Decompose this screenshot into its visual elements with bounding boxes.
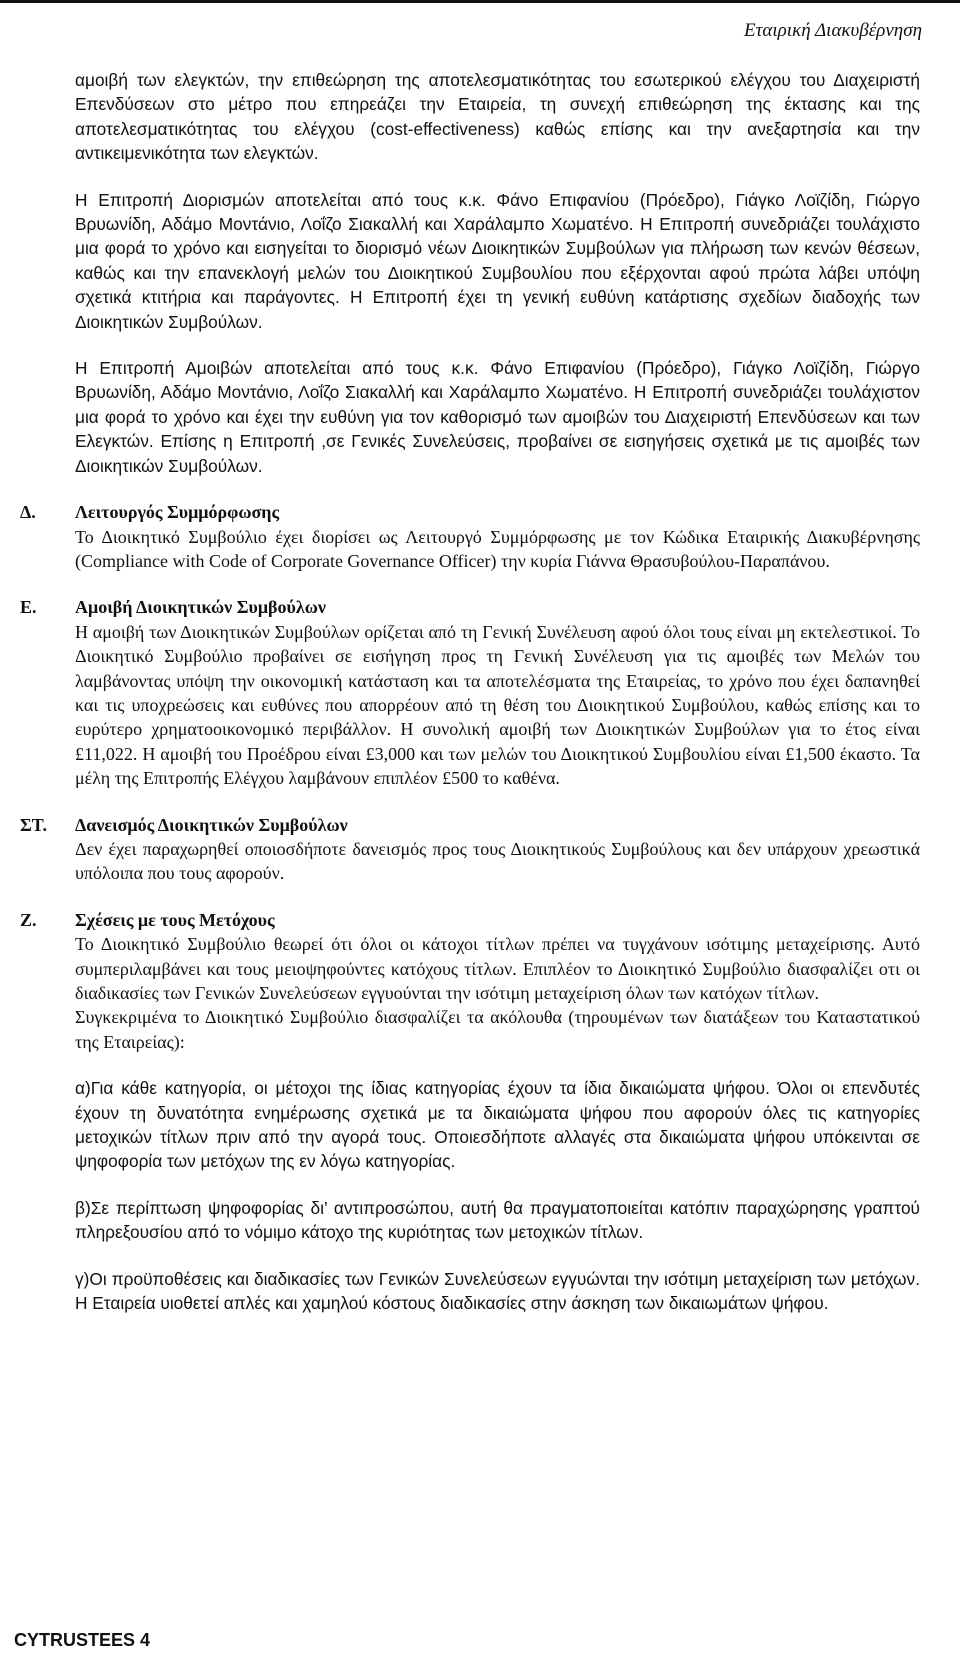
section-mark: Δ.: [20, 502, 36, 523]
intro-paragraph-remuneration: Η Επιτροπή Αμοιβών αποτελείται από τους κ.κ. Φάνο Επιφανίου (Πρόεδρο), Γιάγκο Λοϊζίδη, Γιώργο Βρυωνίδη, Αδάμο Μοντάνιο, Λοΐζο Σιακαλλή και Χαράλαμπο Χωματένο. Η Επιτροπή συνεδριάζει τουλάχιστον μια φορά το χρόνο και έχει την ευθύνη για τον καθορισμό των αμοιβών του Διαχειριστή Επενδύσεων και των Ελεγκτών. Επίσης η Επιτροπή ,σε Γενικές Συνελεύσεις, προβαίνει σε εισηγήσεις σχετικά με τις αμοιβές των Διοικητικών Συμβούλων.: [75, 358, 920, 476]
section-director-remuneration: [20, 595, 920, 790]
section-heading: Σχέσεις με τους Μετόχους: [75, 909, 275, 930]
section-heading: Αμοιβή Διοικητικών Συμβούλων: [75, 597, 326, 618]
section-text: Η αμοιβή των Διοικητικών Συμβούλων ορίζεται από τη Γενική Συνέλευση αφού όλοι τους είναι μη εκτελεστικοί. Το Διοικητικό Συμβούλιο προβαίνει σε εισήγηση προς τη Γενική Συνέλευση για τις αμοιβές των Μελών του λαμβάνοντας υπόψη την οικονομική κατάσταση και τα αποτελέσματα της Εταιρείας, το χρόνο που έχει δαπανηθεί και τις υποχρεώσεις και ευθύνες που απορρέουν από τη θέση του Διοικητικού Συμβούλου, καθώς επίσης και το ευρύτερο χρηματοοικονομικό περιβάλλον. Η συνολική αμοιβή των Διοικητικών Συμβούλων για το έτος είναι £11,022. Η αμοιβή του Προέδρου είναι £3,000 και των μελών του Διοικητικού Συμβουλίου είναι £1,500 έκαστο. Τα μέλη της Επιτροπής Ελέγχου λαμβάνουν επιπλέον £500 το καθένα.: [75, 621, 920, 789]
section-text: Το Διοικητικό Συμβούλιο έχει διορίσει ως Λειτουργό Συμμόρφωσης με τον Κώδικα Εταιρικής Διακυβέρνησης (Compliance with Code of Corporate Governance Officer) την κυρία Γιάννα Θρασυβούλου-Παραπάνου.: [75, 526, 920, 571]
intro-paragraph-audit: αμοιβή των ελεγκτών, την επιθεώρηση της αποτελεσματικότητας του εσωτερικού ελέγχου του Διαχειριστή Επενδύσεων στο μέτρο που επηρεάζει την Εταιρεία, τη συνεχή επιθεώρηση της έκτασης και της αποτελεσματικότητας του ελέγχου (cost-effectiveness) καθώς επίσης και την ανεξαρτησία και την αντικειμενικότητα των ελεγκτών.: [75, 70, 920, 164]
section-text: Το Διοικητικό Συμβούλιο θεωρεί ότι όλοι οι κάτοχοι τίτλων πρέπει να τυγχάνουν ισότιμης μεταχείρισης. Αυτό συμπεριλαμβάνει και τους μειοψηφούντες κατόχους τίτλων. Επιπλέον το Διοικητικό Συμβούλιο διασφαλίζει οτι οι διαδικασίες των Γενικών Συνελεύσεων εγγυούνται την ισότιμη μεταχείριση όλων των κατόχων τίτλων.: [75, 934, 920, 1003]
list-item-a: α)Για κάθε κατηγορία, οι μέτοχοι της ίδιας κατηγορίας έχουν τα ίδια δικαιώματα ψήφου. Όλοι οι επενδυτές έχουν τη δυνατότητα ενημέρωσης σχετικά με τα δικαιώματα ψήφου που αφορούν όλες τις κατηγορίες μετοχικών τίτλων πριν από την αγορά τους. Οποιεσδήποτε αλλαγές στα δικαιώματα ψήφου υπόκεινται σε ψηφοφορία των μετόχων της εν λόγω κατηγορίας.: [75, 1078, 920, 1172]
top-rule: [0, 0, 960, 3]
section-mark: ΣΤ.: [20, 814, 47, 835]
section-mark: Ζ.: [20, 909, 37, 930]
section-mark: Ε.: [20, 597, 37, 618]
section-heading: Λειτουργός Συμμόρφωσης: [75, 502, 280, 523]
section-heading: Δανεισμός Διοικητικών Συμβούλων: [75, 814, 348, 835]
running-header: Εταιρική Διακυβέρνηση: [744, 20, 922, 41]
section-compliance-officer: [20, 500, 920, 573]
page-content: [20, 68, 920, 1315]
section-text-continued: Συγκεκριμένα το Διοικητικό Συμβούλιο διασφαλίζει τα ακόλουθα (τηρουμένων των διατάξεων του Καταστατικού της Εταιρείας):: [75, 1007, 920, 1052]
list-item-b: β)Σε περίπτωση ψηφοφορίας δι’ αντιπροσώπου, αυτή θα πραγματοποιείται κατόπιν παραχώρησης γραπτού πληρεξουσίου από το νόμιμο κάτοχο της κυριότητας των μετοχικών τίτλων.: [75, 1197, 920, 1243]
section-shareholder-relations: [20, 908, 920, 1316]
intro-paragraph-nominations: Η Επιτροπή Διορισμών αποτελείται από τους κ.κ. Φάνο Επιφανίου (Πρόεδρο), Γιάγκο Λοϊζίδη, Γιώργο Βρυωνίδη, Αδάμο Μοντάνιο, Λοΐζο Σιακαλλή και Χαράλαμπο Χωματένο. Η Επιτροπή συνεδριάζει τουλάχιστο μια φορά το χρόνο και εισηγείται το διορισμό νέων Διοικητικών Συμβούλων για πλήρωση των κενών θέσεων, καθώς και την επανεκλογή μελών του Διοικητικού Συμβουλίου που εξέρχονται αφού πρώτα λάβει υπόψη σχετικά κτιτήρια και παράγοντες. Η Επιτροπή έχει τη γενική ευθύνη κατάρτισης σχεδίων διαδοχής των Διοικητικών Συμβούλων.: [75, 189, 920, 332]
section-director-loans: [20, 813, 920, 886]
list-item-c: γ)Οι προϋποθέσεις και διαδικασίες των Γενικών Συνελεύσεων εγγυώνται την ισότιμη μεταχείριση των μετόχων. Η Εταιρεία υιοθετεί απλές και χαμηλού κόστους διαδικασίες στην άσκηση των δικαιωμάτων ψήφου.: [75, 1268, 920, 1314]
section-text: Δεν έχει παραχωρηθεί οποιοσδήποτε δανεισμός προς τους Διοικητικούς Συμβούλους και δεν υπάρχουν χρεωστικά υπόλοιπα που τους αφορούν.: [75, 838, 920, 884]
page-footer: CYTRUSTEES 4: [14, 1630, 151, 1650]
